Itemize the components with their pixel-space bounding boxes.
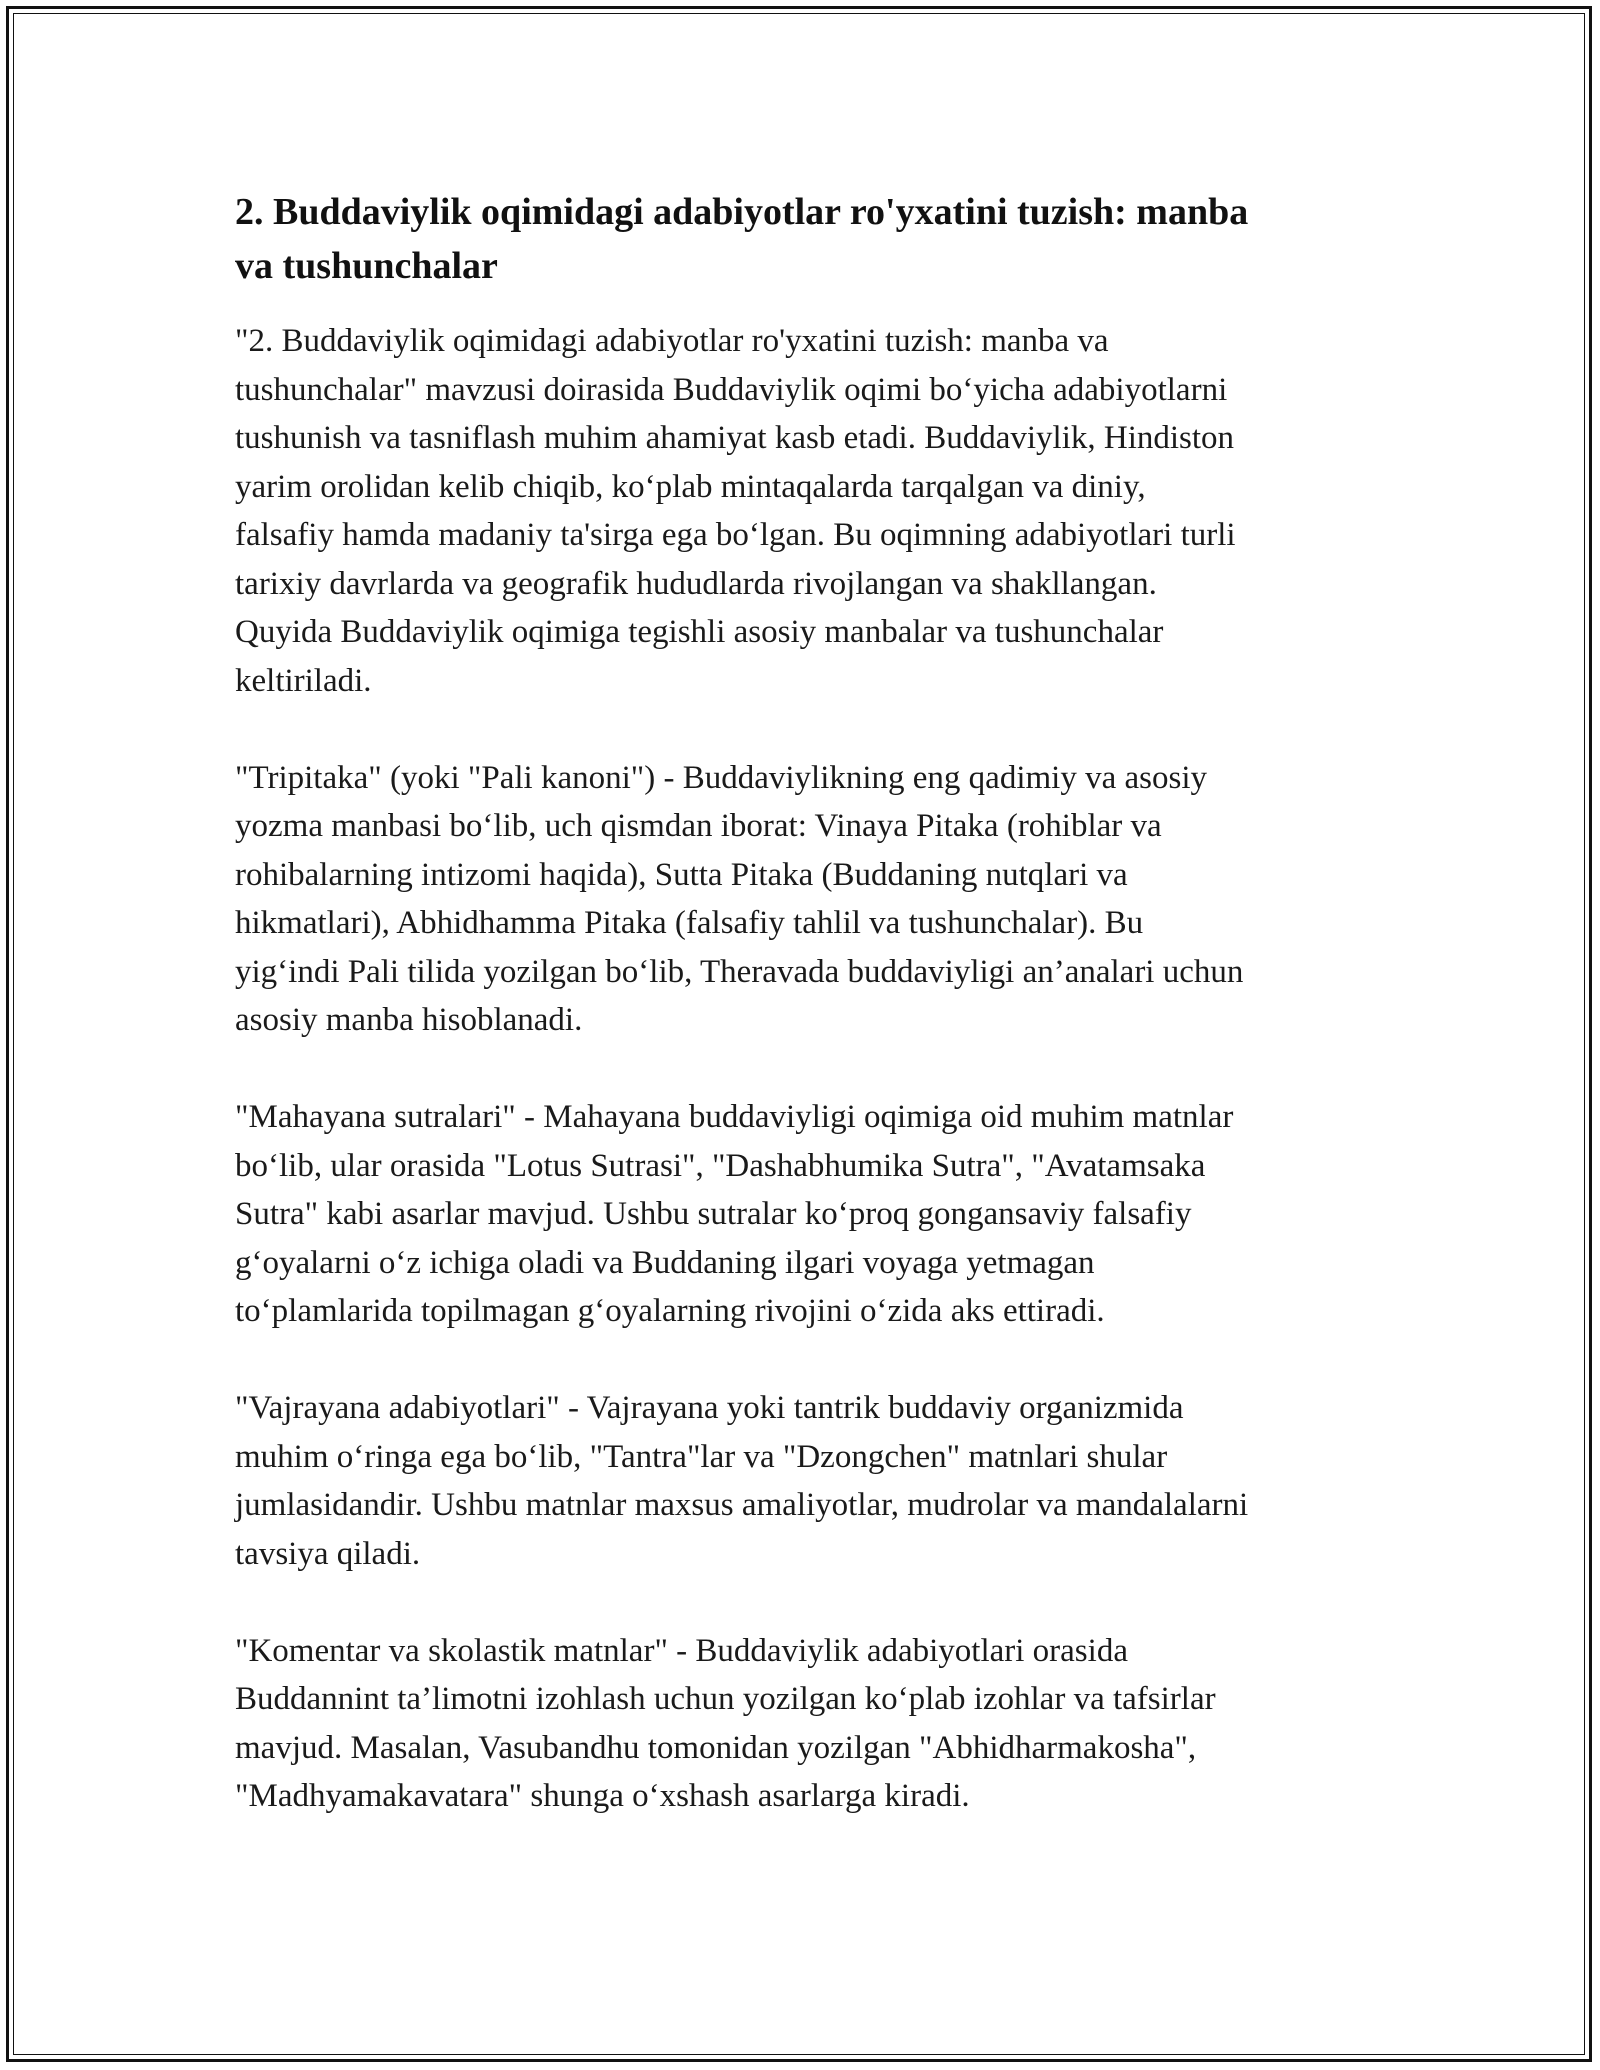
- paragraph-vajrayana: [235, 1384, 1375, 1578]
- paragraph-line: to‘plamlarida topilmagan g‘oyalarning rivojini o‘zida aks ettiradi.: [235, 1293, 1105, 1329]
- paragraph-line: "Madhyamakavatara" shunga o‘xshash asarlarga kiradi.: [235, 1778, 970, 1814]
- paragraph-line: mavjud. Masalan, Vasubandhu tomonidan yozilgan "Abhidharmakosha",: [235, 1729, 1197, 1766]
- document-body: [235, 185, 1375, 1869]
- paragraph-line: "Mahayana sutralari" - Mahayana buddaviyligi oqimiga oid muhim matnlar: [235, 1099, 1234, 1135]
- heading-line: 2. Buddaviylik oqimidagi adabiyotlar ro'yxatini tuzish: manba: [235, 191, 1249, 233]
- paragraph-line: tushunish va tasniflash muhim ahamiyat kasb etadi. Buddaviylik, Hindiston: [235, 420, 1235, 456]
- paragraph-line: g‘oyalarni o‘z ichiga oladi va Buddaning ilgari voyaga yetmagan: [235, 1244, 1095, 1281]
- paragraph-line: "Tripitaka" (yoki "Pali kanoni") - Buddaviylikning eng qadimiy va asosiy: [235, 759, 1207, 796]
- paragraph-tripitaka: [235, 754, 1375, 1045]
- paragraph-line: "Komentar va skolastik matnlar" - Buddaviylik adabiyotlari orasida: [235, 1632, 1128, 1669]
- paragraph-line: bo‘lib, ular orasida "Lotus Sutrasi", "Dashabhumika Sutra", "Avatamsaka: [235, 1147, 1206, 1184]
- paragraph-line: "Vajrayana adabiyotlari" - Vajrayana yoki tantrik buddaviy organizmida: [235, 1390, 1184, 1426]
- paragraph-line: muhim o‘ringa ega bo‘lib, "Tantra"lar va "Dzongchen" matnlari shular: [235, 1438, 1168, 1475]
- paragraph-line: tushunchalar" mavzusi doirasida Buddaviylik oqimi bo‘yicha adabiyotlarni: [235, 371, 1228, 408]
- paragraph-mahayana: [235, 1093, 1375, 1336]
- paragraph-line: Buddannint ta’limotni izohlash uchun yozilgan ko‘plab izohlar va tafsirlar: [235, 1681, 1216, 1717]
- paragraph-line: falsafiy hamda madaniy ta'sirga ega bo‘lgan. Bu oqimning adabiyotlari turli: [235, 517, 1236, 553]
- paragraph-line: hikmatlari), Abhidhamma Pitaka (falsafiy tahlil va tushunchalar). Bu: [235, 905, 1144, 941]
- paragraph-line: tarixiy davrlarda va geografik hududlarda rivojlangan va shakllangan.: [235, 565, 1157, 602]
- section-heading: [235, 185, 1375, 293]
- heading-line: va tushunchalar: [235, 245, 498, 287]
- paragraph-line: rohibalarning intizomi haqida), Sutta Pitaka (Buddaning nutqlari va: [235, 856, 1128, 893]
- paragraph-intro: [235, 317, 1375, 705]
- paragraph-line: keltiriladi.: [235, 662, 372, 699]
- paragraph-line: yig‘indi Pali tilida yozilgan bo‘lib, Theravada buddaviyligi an’analari uchun: [235, 953, 1244, 990]
- paragraph-commentary: [235, 1627, 1375, 1821]
- paragraph-line: yarim orolidan kelib chiqib, ko‘plab mintaqalarda tarqalgan va diniy,: [235, 468, 1146, 505]
- paragraph-line: jumlasidandir. Ushbu matnlar maxsus amaliyotlar, mudrolar va mandalalarni: [235, 1487, 1249, 1523]
- paragraph-line: Quyida Buddaviylik oqimiga tegishli asosiy manbalar va tushunchalar: [235, 614, 1164, 650]
- paragraph-line: asosiy manba hisoblanadi.: [235, 1002, 583, 1038]
- paragraph-line: yozma manbasi bo‘lib, uch qismdan iborat: Vinaya Pitaka (rohiblar va: [235, 808, 1162, 844]
- paragraph-line: Sutra" kabi asarlar mavjud. Ushbu sutralar ko‘proq gongansaviy falsafiy: [235, 1196, 1192, 1232]
- paragraph-line: tavsiya qiladi.: [235, 1535, 421, 1572]
- paragraph-line: "2. Buddaviylik oqimidagi adabiyotlar ro'yxatini tuzish: manba va: [235, 323, 1109, 359]
